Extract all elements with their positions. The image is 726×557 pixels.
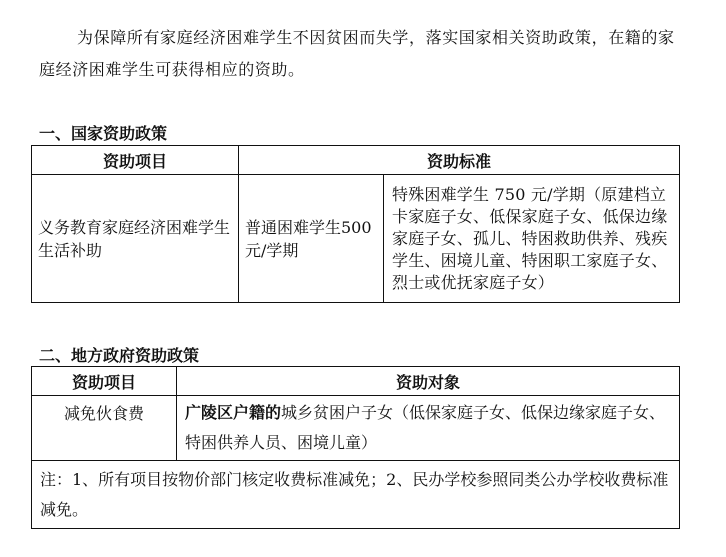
header-project: 资助项目 bbox=[32, 367, 177, 396]
standard-general-cell: 普通困难学生500元/学期 bbox=[239, 175, 384, 303]
intro-paragraph: 为保障所有家庭经济困难学生不因贫困而失学，落实国家相关资助政策，在籍的家庭经济困难学生可获得相应的资助。 bbox=[39, 28, 675, 79]
local-policy-table bbox=[31, 366, 680, 529]
section-heading-local: 二、地方政府资助政策 bbox=[39, 346, 200, 365]
table-row bbox=[32, 175, 680, 303]
target-bold-text: 广陵区户籍的 bbox=[185, 403, 282, 422]
national-policy-table bbox=[31, 145, 680, 303]
note-cell: 注：1、所有项目按物价部门核定收费标准减免；2、民办学校参照同类公办学校收费标准减免。 bbox=[32, 461, 680, 529]
project-cell: 减免伙食费 bbox=[32, 396, 177, 461]
table-row bbox=[32, 396, 680, 461]
table-header-row bbox=[32, 146, 680, 175]
header-target: 资助对象 bbox=[177, 367, 680, 396]
note-row bbox=[32, 461, 680, 529]
standard-special-cell: 特殊困难学生 750 元/学期（原建档立卡家庭子女、低保家庭子女、低保边缘家庭子女、孤儿、特困救助供养、残疾学生、困境儿童、特困职工家庭子女、烈士或优抚家庭子女） bbox=[384, 175, 680, 303]
target-cell bbox=[177, 396, 680, 461]
header-project: 资助项目 bbox=[32, 146, 239, 175]
target-text: 城乡贫困户子女（低保家庭子女、低保边缘家庭子女、特困供养人员、困境儿童） bbox=[185, 403, 666, 452]
table-header-row bbox=[32, 367, 680, 396]
header-standard: 资助标准 bbox=[239, 146, 680, 175]
section-heading-national: 一、国家资助政策 bbox=[39, 124, 168, 143]
project-cell: 义务教育家庭经济困难学生生活补助 bbox=[32, 175, 239, 303]
